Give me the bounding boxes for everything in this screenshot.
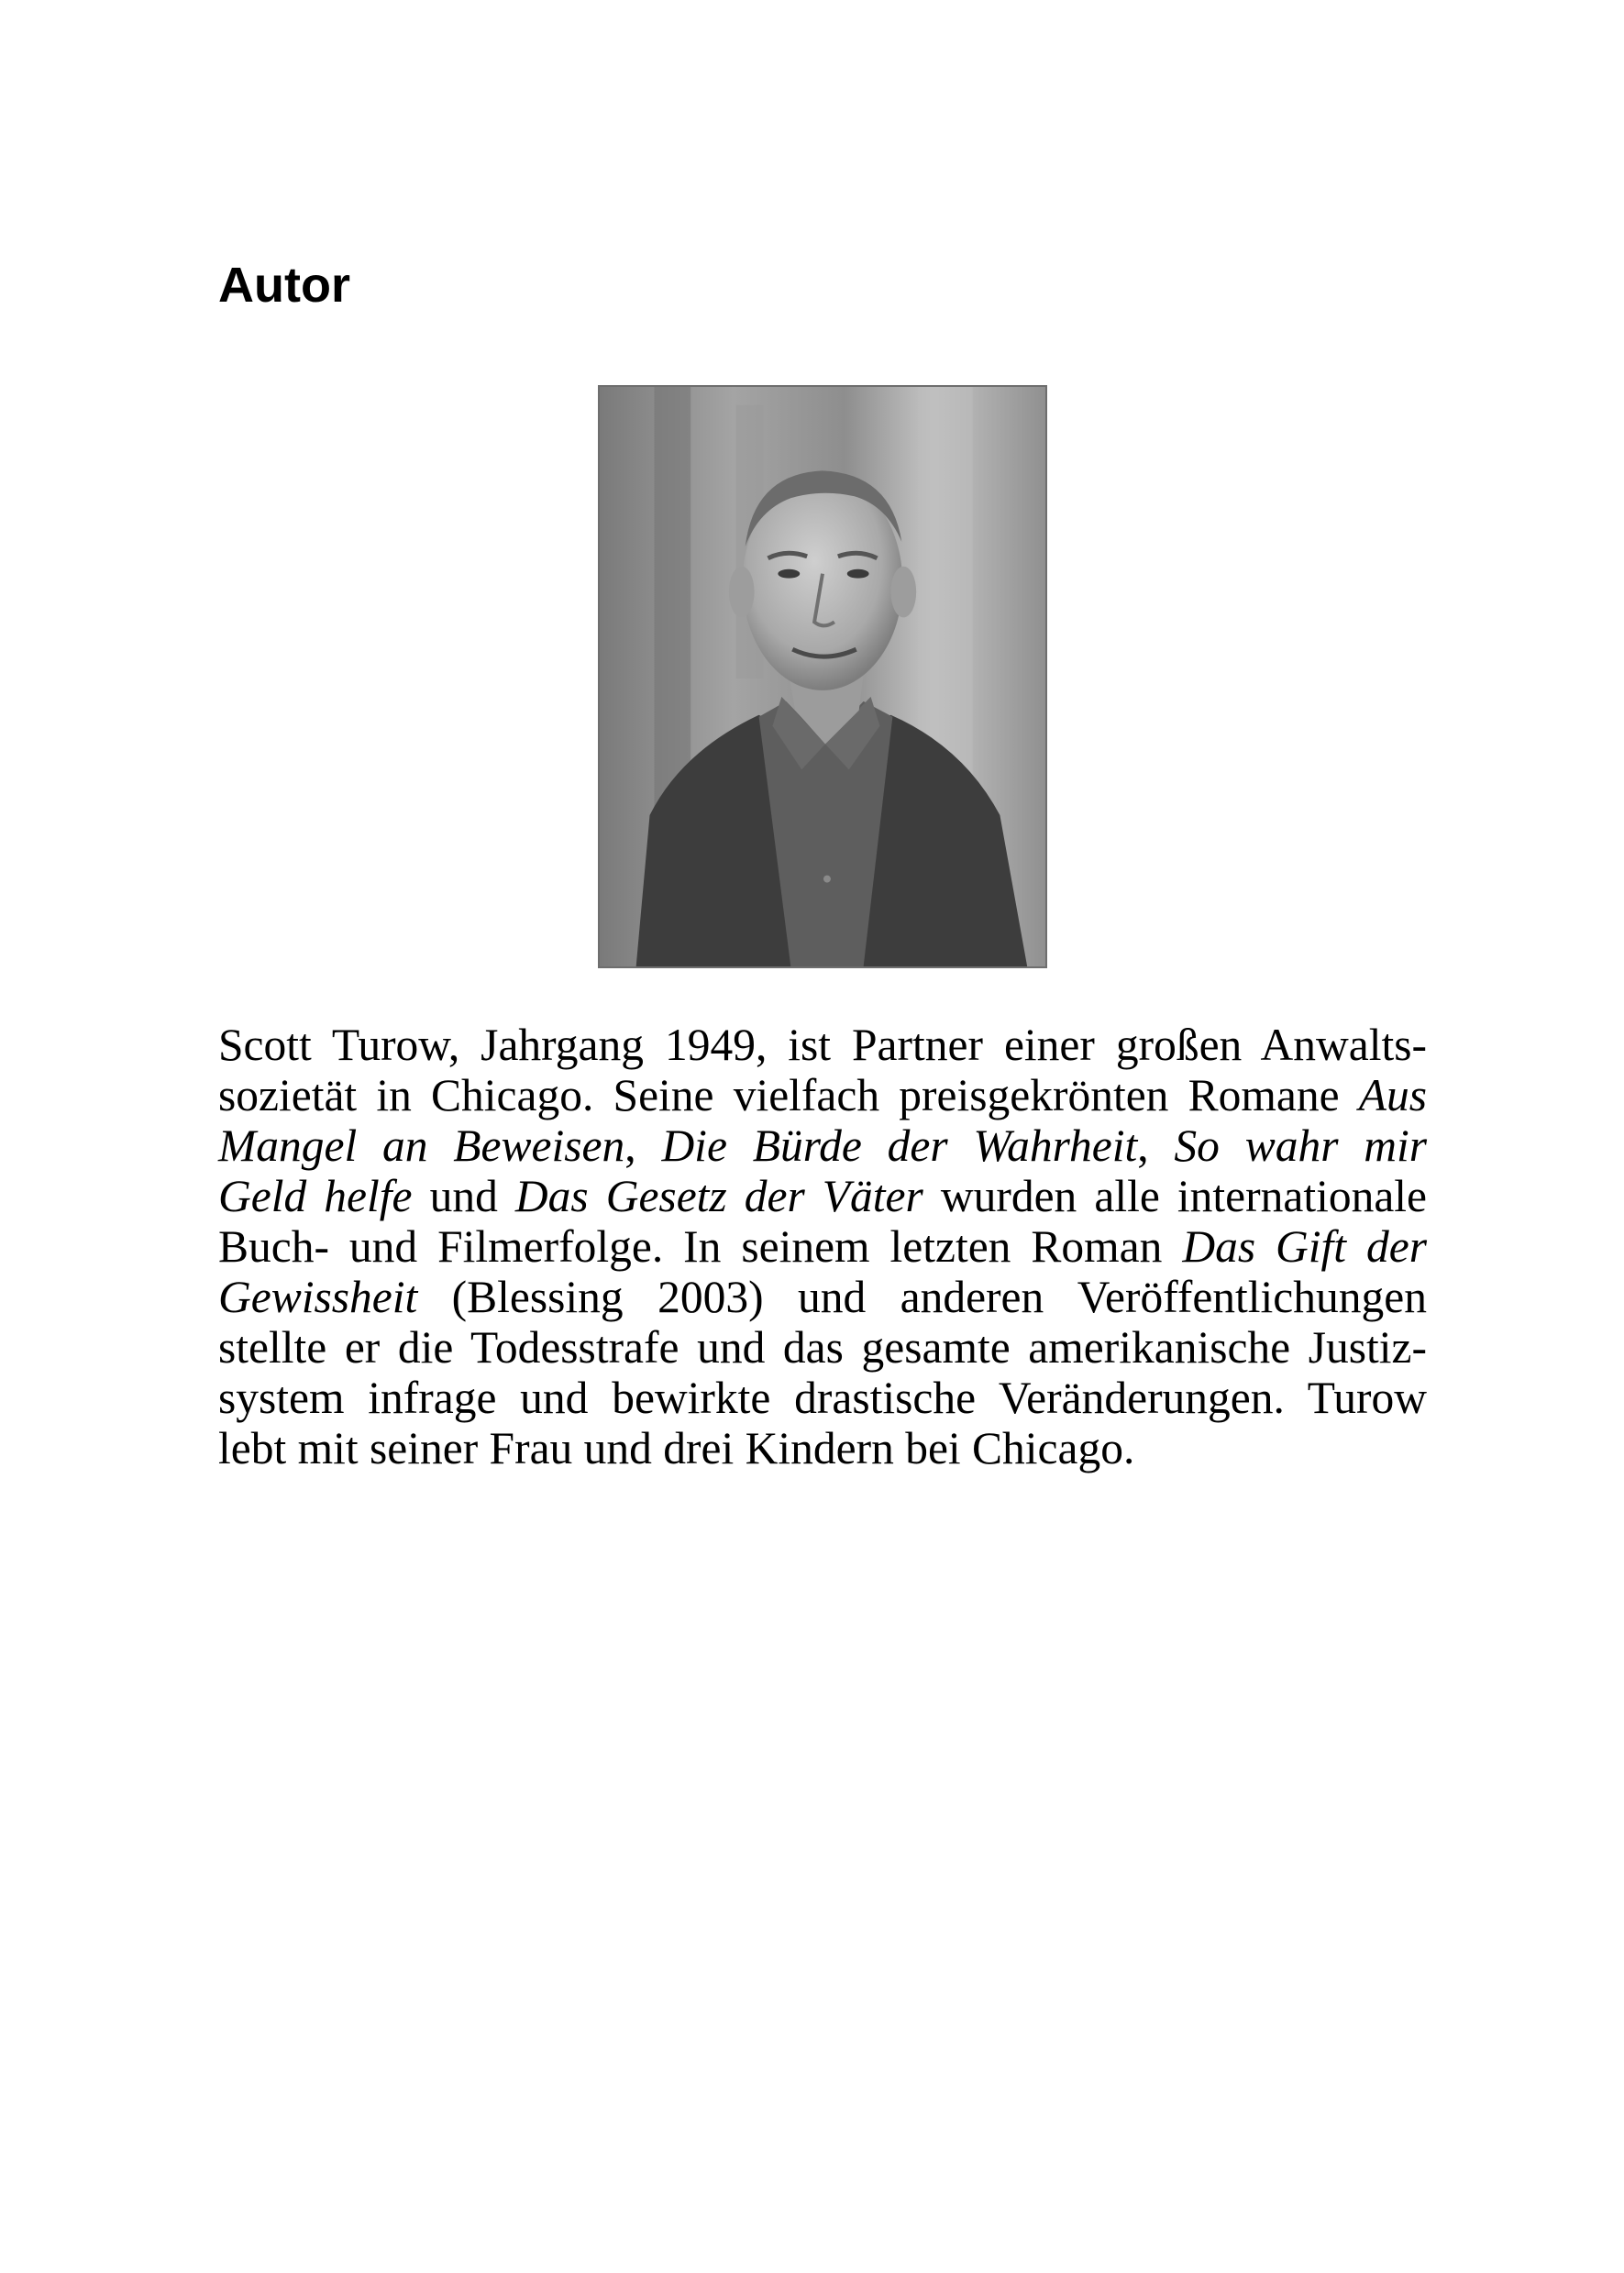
biography-text: (Blessing 2003) und anderen Veröffentlichungen [417,1272,1427,1322]
author-biography [218,1020,1427,1473]
biography-text: Scott Turow, Jahrgang 1949, ist Partner einer großen Anwalts- [218,1020,1427,1070]
biography-text: wurden alle internationale [922,1171,1428,1221]
book-title: Das Gift der [1182,1221,1428,1272]
book-title: Aus [1358,1070,1427,1120]
book-title: Geld helfe [218,1171,413,1221]
biography-text: sozietät in Chicago. Seine vielfach preisgekrönten Romane [218,1070,1359,1120]
biography-text: , [1137,1120,1175,1171]
biography-line [218,1070,1427,1120]
book-title: Mangel an Beweisen [218,1120,625,1171]
author-portrait [598,385,1047,968]
author-portrait-icon [600,387,1045,966]
biography-text: Buch- und Filmerfolge. In seinem letzten Roman [218,1221,1183,1272]
biography-text: system infrage und bewirkte drastische Veränderungen. Turow [218,1373,1427,1423]
book-title: Das Gesetz der Väter [514,1171,923,1221]
book-title: Gewissheit [218,1272,418,1322]
biography-line [218,1322,1427,1373]
biography-line [218,1423,1427,1473]
biography-text: lebt mit seiner Frau und drei Kindern bei Chicago. [218,1423,1135,1473]
biography-text: , [624,1120,662,1171]
biography-text: und [412,1171,515,1221]
section-heading: Autor [218,258,350,313]
biography-line [218,1171,1427,1221]
book-title: So wahr mir [1174,1120,1428,1171]
biography-text: stellte er die Todesstrafe und das gesamte amerikanische Justiz- [218,1322,1427,1373]
biography-line [218,1221,1427,1272]
book-title: Die Bürde der Wahrheit [661,1120,1138,1171]
biography-line [218,1272,1427,1322]
biography-line [218,1020,1427,1070]
biography-line [218,1373,1427,1423]
biography-line [218,1120,1427,1171]
